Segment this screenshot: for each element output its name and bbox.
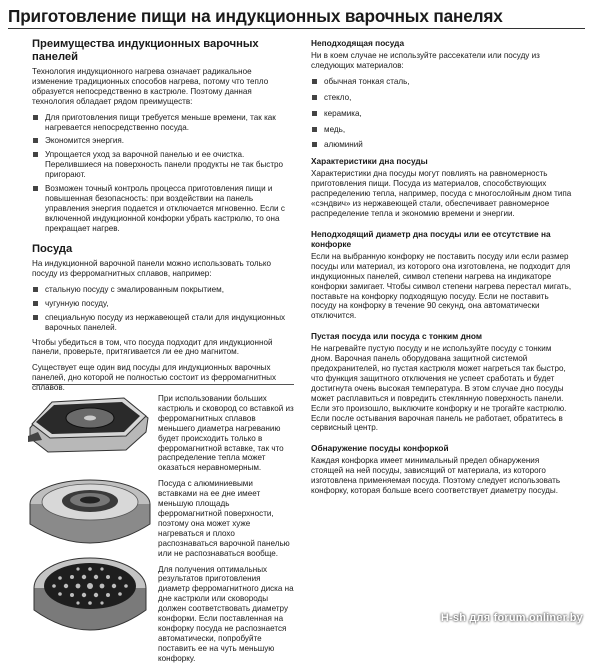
figure-paragraph: Посуда с алюминиевыми вставками на ее дне имеет меньшую площадь ферромагнитной поверхности, поэтому она может хуже нагреваться и плохо распознаваться варочной панелью или не распознаваться вообще. [158,479,290,558]
bottom-text: Характеристики дна посуды могут повлиять на равномерность приготовления пищи. Посуда из материалов, способствующих распределению тепла, например, посуда с многослойным дном типа «сэндвич» из нержавеющей стали, обеспечивает равномерное распределение тепла и экономию времени и энергии. [311,169,572,218]
list-item: Упрощается уход за варочной панелью и ее очистка. Перелившиеся на поверхность панели продукты не так быстро пригорают. [32,150,294,180]
diameter-heading: Неподходящий диаметр дна посуды или ее отсутствие на конфорке [311,228,551,249]
watermark: H-sh для forum.onliner.by [440,612,583,624]
cookware-heading: Посуда [32,242,73,255]
left-column [32,38,294,399]
cookware-intro: На индукционной варочной панели можно использовать только посуду из ферромагнитных сплавов, например: [32,259,271,278]
list-item: алюминий [311,140,573,150]
list-item: стальную посуду с эмалированным покрытием, [32,285,294,295]
empty-pot-heading: Пустая посуда или посуда с тонким дном [311,331,482,342]
unsuitable-list [311,77,573,151]
figure-paragraph: При использовании больших кастрюль и сковород со вставкой из ферромагнитных сплавов меньшего диаметра нагреванию будет происходить только в ферромагнитной вставке, так что распределение тепла может оказаться неравномерным. [158,394,294,473]
bottom-heading: Характеристики дна посуды [311,156,428,167]
section-divider [32,384,294,385]
list-item: обычная тонкая сталь, [311,77,573,87]
cookware-illustrations [28,392,153,637]
list-item: Возможен точный контроль процесса приготовления пищи и повышенная безопасность: при воздействии на панель управления энергия подается и отключается мгновенно. Если с включенной индукционной конфорки убрать кастрюлю, то она прекращает нагрев. [32,184,294,234]
list-item: чугунную посуду, [32,299,294,309]
figure-paragraph: Для получения оптимальных результатов приготовления диаметр ферромагнитного диска на дне кастрюли или сковороды должен соответствовать диаметру конфорки. Если поставленная на конфорку посуда не распознается автоматически, попробуйте поставить ее на чуть меньшую конфорку. [158,564,294,663]
diameter-text: Если на выбранную конфорку не поставить посуду или если размер посуды или материал, из которого она изготовлена, не подходит для индукционных панелей, символ степени нагрева на индикаторе конфорки замигает. Чтобы символ степени нагрева перестал мигать, поставьте на конфорку подходящую посуду. Если не поставить посуду на конфорку в течение 90 секунд, она автоматически отключится. [311,251,572,321]
advantages-intro: Технология индукционного нагрева означает радикальное изменение традиционных способов нагрева, потому что тепло образуется непосредственно в кастрюле. Поэтому данная технология обладает рядом преимуществ: [32,67,269,106]
cookware-special-text: Существует еще один вид посуды для индукционных варочных панелей, дно которой не полностью состоит из ферромагнитных сплавов. [32,363,277,393]
list-item: специальную посуду из нержавеющей стали для индукционных варочных панелей. [32,313,294,333]
figure-text [158,394,294,670]
mesh-bottom-illustration [34,558,146,630]
detection-text: Каждая конфорка имеет минимальный предел обнаружения стоящей на ней посуды, зависящий от материала, из которого изготовлена применяемая посуда. Поэтому следует использовать конфорку, которая больше всего соответствует диаметру посуды. [311,456,561,496]
list-item: керамика, [311,109,573,119]
pot-bottom-illustration [30,480,150,543]
unsuitable-intro: Ни в коем случае не используйте рассекатели или посуду из следующих материалов: [311,51,540,70]
cookware-list [32,285,294,333]
frying-pan-illustration [28,398,148,452]
list-item: Экономится энергия. [32,136,294,146]
advantages-heading: Преимущества индукционных варочных панелей [32,38,259,63]
cookware-check-text: Чтобы убедиться в том, что посуда подходит для индукционной панели, проверьте, притягивается ли ее дно магнитом. [32,337,273,357]
list-item: Для приготовления пищи требуется меньше времени, так как нагревается непосредственно посуда. [32,113,294,133]
page-title: Приготовление пищи на индукционных варочных панелях [8,6,503,26]
list-item: стекло, [311,93,573,103]
detection-heading: Обнаружение посуды конфоркой [311,443,449,454]
advantages-list [32,113,294,234]
right-column [311,38,573,502]
list-item: медь, [311,125,573,135]
title-divider [8,28,585,29]
unsuitable-heading: Неподходящая посуда [311,38,405,48]
empty-pot-text: Не нагревайте пустую посуду и не используйте посуду с тонким дном. Варочная панель оборудована защитной системой предохранителей, но пустая кастрюля может нагреться так быстро, что функция защитного отключения не успеет сработать и будет достигнута очень высокая температура. В этом случае дно посуды может расплавиться и повредить стеклянную поверхность панели. Если это произошло, выключите конфорку и не трогайте кастрюлю. Если после остывания варочная панель не работает, обратитесь в сервисный центр. [311,344,567,433]
